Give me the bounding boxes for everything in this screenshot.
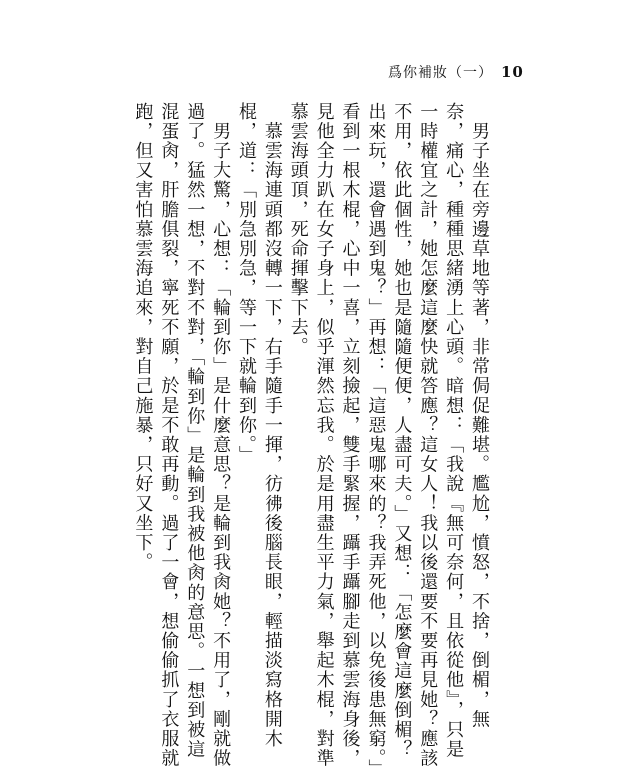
running-head-title: 爲你補妝（一） bbox=[388, 65, 493, 81]
text-column: 看到一根木棍，心中一喜，立刻撿起，雙手緊握，躡手躡腳走到慕雲海身後， bbox=[339, 102, 361, 769]
text-column: 混蛋肏，肝膽俱裂，寧死不願，於是不敢再動。過了一會，想偷偷抓了衣服就 bbox=[158, 102, 180, 769]
text-column: 慕雲海連頭都沒轉一下，右手隨手一揮，彷彿後腦長眼，輕描淡寫格開木 bbox=[261, 102, 283, 749]
text-column: 慕雲海頭頂，死命揮擊下去。 bbox=[287, 102, 309, 357]
text-column: 不用，依此個性，她也是隨隨便便，人盡可夫。」又想：「怎麼會這麼倒楣？ bbox=[391, 102, 413, 760]
text-column: 一時權宜之計，她怎麼這麼快就答應？這女人！我以後還要不要再見她？應該 bbox=[417, 102, 439, 769]
text-column: 男子坐在旁邊草地等著，非常侷促難堪。尷尬，憤怒，不捨，倒楣，無 bbox=[469, 102, 490, 730]
page-number: 10 bbox=[501, 63, 524, 81]
text-column: 過了。猛然一想，不對不對，「輪到你」是輪到我被他肏的意思。一想到被這 bbox=[184, 102, 206, 760]
text-column: 見他全力趴在女子身上，似乎渾然忘我。於是用盡生平力氣，舉起木棍，對準 bbox=[313, 102, 335, 769]
vertical-text-body bbox=[132, 102, 490, 779]
text-column: 奈，痛心，種種思緒湧上心頭。暗想：「我說『無可奈何，且依從他』，只是 bbox=[443, 102, 465, 760]
text-column: 棍，道：「別急別急，等一下就輪到你。」 bbox=[235, 102, 257, 466]
text-column: 出來玩，還會遇到鬼？」再想：「這惡鬼哪來的？我弄死他，以免後患無窮。」 bbox=[365, 102, 387, 779]
running-head bbox=[388, 62, 524, 82]
text-column: 跑，但又害怕慕雲海追來，對自己施暴，只好又坐下。 bbox=[132, 102, 154, 573]
text-column: 男子大驚，心想：「輪到你」是什麼意思？是輪到我肏她？不用了，剛就做 bbox=[210, 102, 232, 769]
